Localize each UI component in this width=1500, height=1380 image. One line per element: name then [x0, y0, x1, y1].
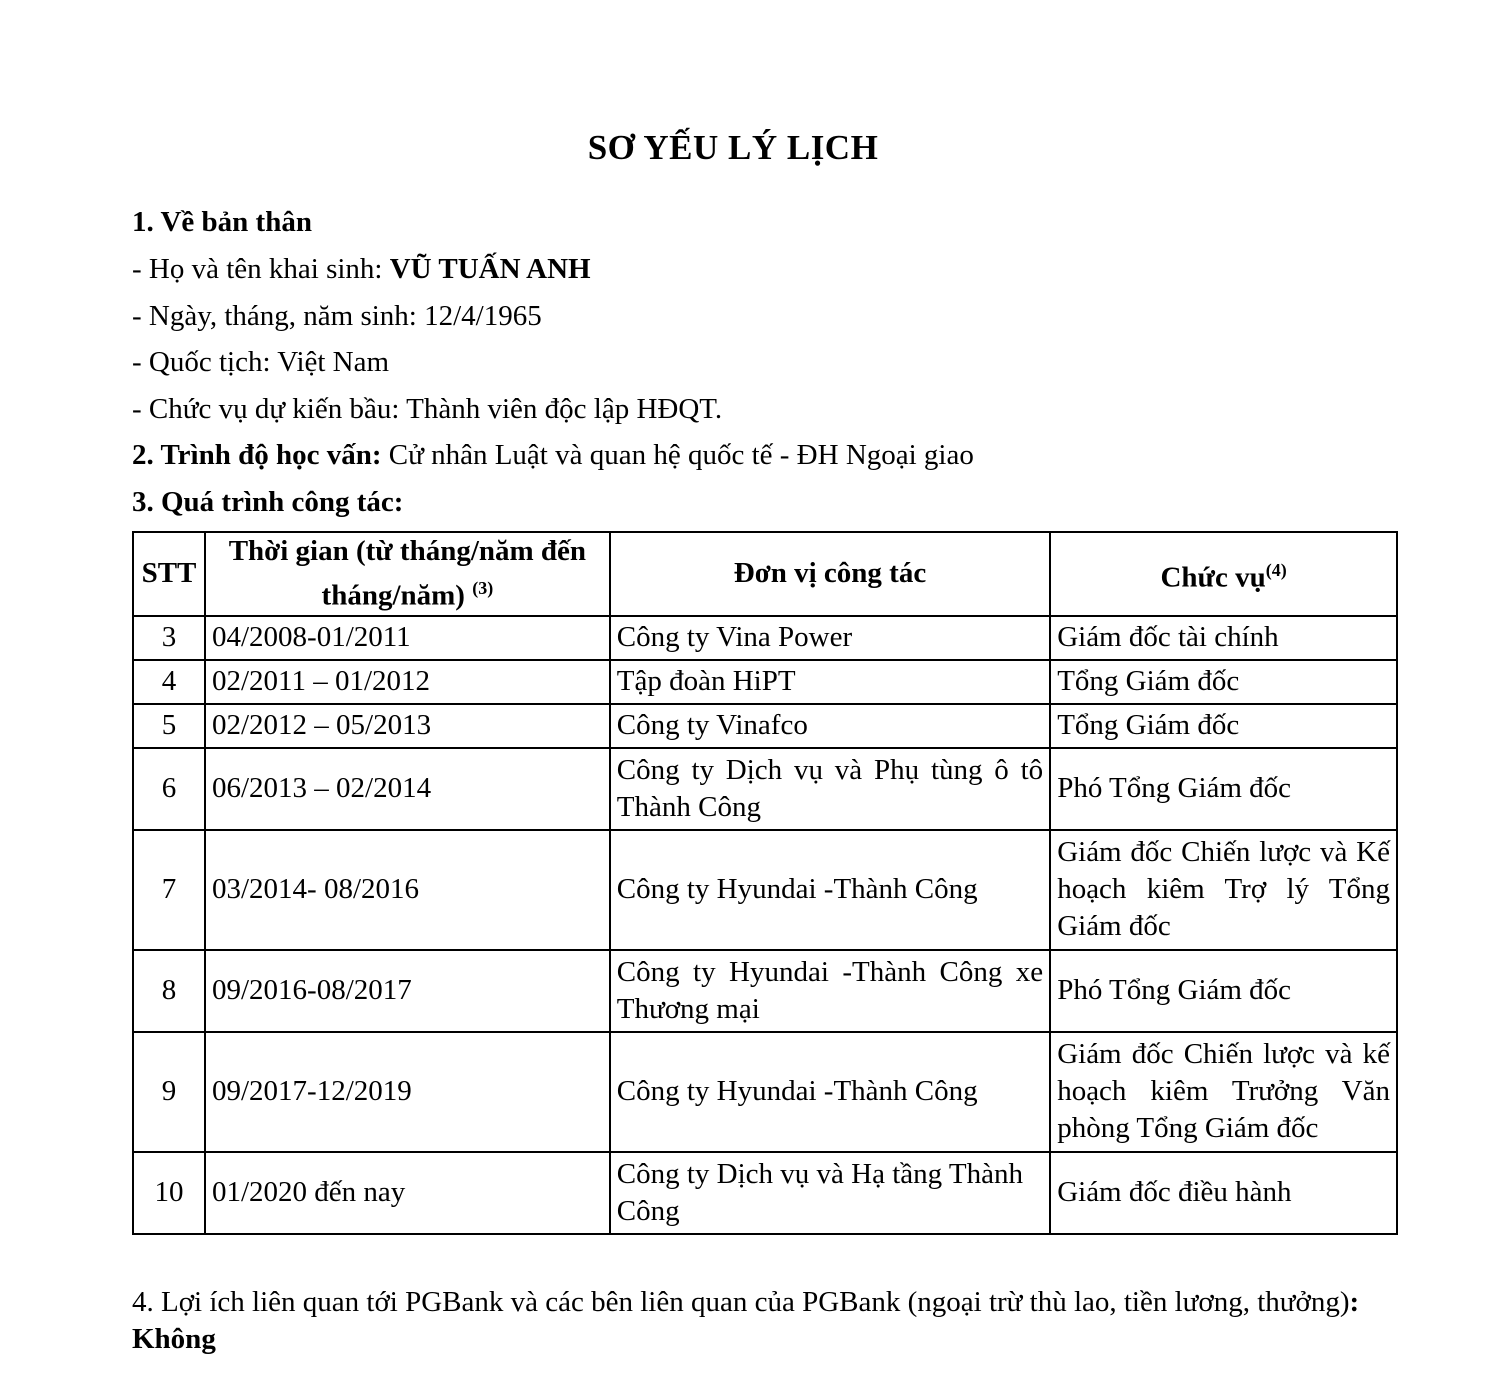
cell-position: Tổng Giám đốc [1050, 704, 1397, 748]
header-position-label: Chức vụ [1160, 561, 1266, 594]
cell-unit: Công ty Dịch vụ và Hạ tầng Thành Công [610, 1152, 1050, 1234]
cell-unit: Công ty Hyundai -Thành Công xe Thương mại [610, 950, 1050, 1032]
table-row [133, 704, 1397, 748]
cell-position: Phó Tổng Giám đốc [1050, 748, 1397, 830]
cell-time: 02/2012 – 05/2013 [205, 704, 610, 748]
header-position-note: (4) [1265, 559, 1287, 580]
cell-unit: Công ty Hyundai -Thành Công [610, 830, 1050, 950]
cell-position: Giám đốc Chiến lược và kế hoạch kiêm Trưởng Văn phòng Tổng Giám đốc [1050, 1032, 1397, 1152]
table-row [133, 950, 1397, 1032]
education-value: Cử nhân Luật và quan hệ quốc tế - ĐH Ngoại giao [381, 439, 974, 471]
cell-position: Giám đốc tài chính [1050, 616, 1397, 660]
cell-stt: 3 [133, 616, 205, 660]
section-3-heading: 3. Quá trình công tác: [132, 486, 404, 518]
cell-unit: Công ty Vinafco [610, 704, 1050, 748]
header-time [205, 532, 610, 616]
cell-time: 06/2013 – 02/2014 [205, 748, 610, 830]
section-4-paragraph [132, 1284, 1372, 1358]
section-1-heading: 1. Về bản thân [132, 206, 312, 238]
cell-position: Phó Tổng Giám đốc [1050, 950, 1397, 1032]
work-history-table [132, 531, 1398, 1235]
nominated-position-line: - Chức vụ dự kiến bầu: Thành viên độc lập HĐQT. [132, 393, 723, 425]
document-title: SƠ YẾU LÝ LỊCH [587, 128, 879, 167]
cell-time: 09/2017-12/2019 [205, 1032, 610, 1152]
cell-unit: Công ty Vina Power [610, 616, 1050, 660]
cell-time: 01/2020 đến nay [205, 1152, 610, 1234]
cell-stt: 6 [133, 748, 205, 830]
section-4-colon: : [1349, 1286, 1360, 1318]
full-name-line [132, 253, 591, 286]
nationality-line: - Quốc tịch: Việt Nam [132, 346, 390, 378]
cell-stt: 7 [133, 830, 205, 950]
cell-time: 04/2008-01/2011 [205, 616, 610, 660]
cell-time: 09/2016-08/2017 [205, 950, 610, 1032]
section-2-heading: 2. Trình độ học vấn: [132, 439, 382, 471]
full-name-value: VŨ TUẤN ANH [389, 253, 591, 285]
cell-stt: 10 [133, 1152, 205, 1234]
cell-position: Tổng Giám đốc [1050, 660, 1397, 704]
full-name-label: - Họ và tên khai sinh: [132, 253, 390, 285]
cell-unit: Công ty Dịch vụ và Phụ tùng ô tô Thành Công [610, 748, 1050, 830]
header-unit: Đơn vị công tác [610, 532, 1050, 616]
table-header-row [133, 532, 1397, 616]
cell-stt: 8 [133, 950, 205, 1032]
table-row [133, 1032, 1397, 1152]
table-row [133, 748, 1397, 830]
cell-time: 03/2014- 08/2016 [205, 830, 610, 950]
cell-stt: 5 [133, 704, 205, 748]
education-line [132, 439, 974, 472]
cell-stt: 9 [133, 1032, 205, 1152]
table-row [133, 660, 1397, 704]
table-row [133, 616, 1397, 660]
cell-time: 02/2011 – 01/2012 [205, 660, 610, 704]
header-position [1050, 532, 1397, 616]
header-stt: STT [133, 532, 205, 616]
cell-unit: Công ty Hyundai -Thành Công [610, 1032, 1050, 1152]
cell-stt: 4 [133, 660, 205, 704]
cell-unit: Tập đoàn HiPT [610, 660, 1050, 704]
table-row [133, 830, 1397, 950]
cell-position: Giám đốc Chiến lược và Kế hoạch kiêm Trợ lý Tổng Giám đốc [1050, 830, 1397, 950]
cell-position: Giám đốc điều hành [1050, 1152, 1397, 1234]
date-of-birth-line: - Ngày, tháng, năm sinh: 12/4/1965 [132, 300, 542, 332]
table-row [133, 1152, 1397, 1234]
header-time-note: (3) [472, 578, 494, 598]
header-time-label: Thời gian (từ tháng/năm đến tháng/năm) [228, 535, 587, 612]
section-4-value: Không [132, 1323, 216, 1355]
section-4-text: 4. Lợi ích liên quan tới PGBank và các bên liên quan của PGBank (ngoại trừ thù lao, tiền lương, thưởng) [132, 1286, 1350, 1318]
